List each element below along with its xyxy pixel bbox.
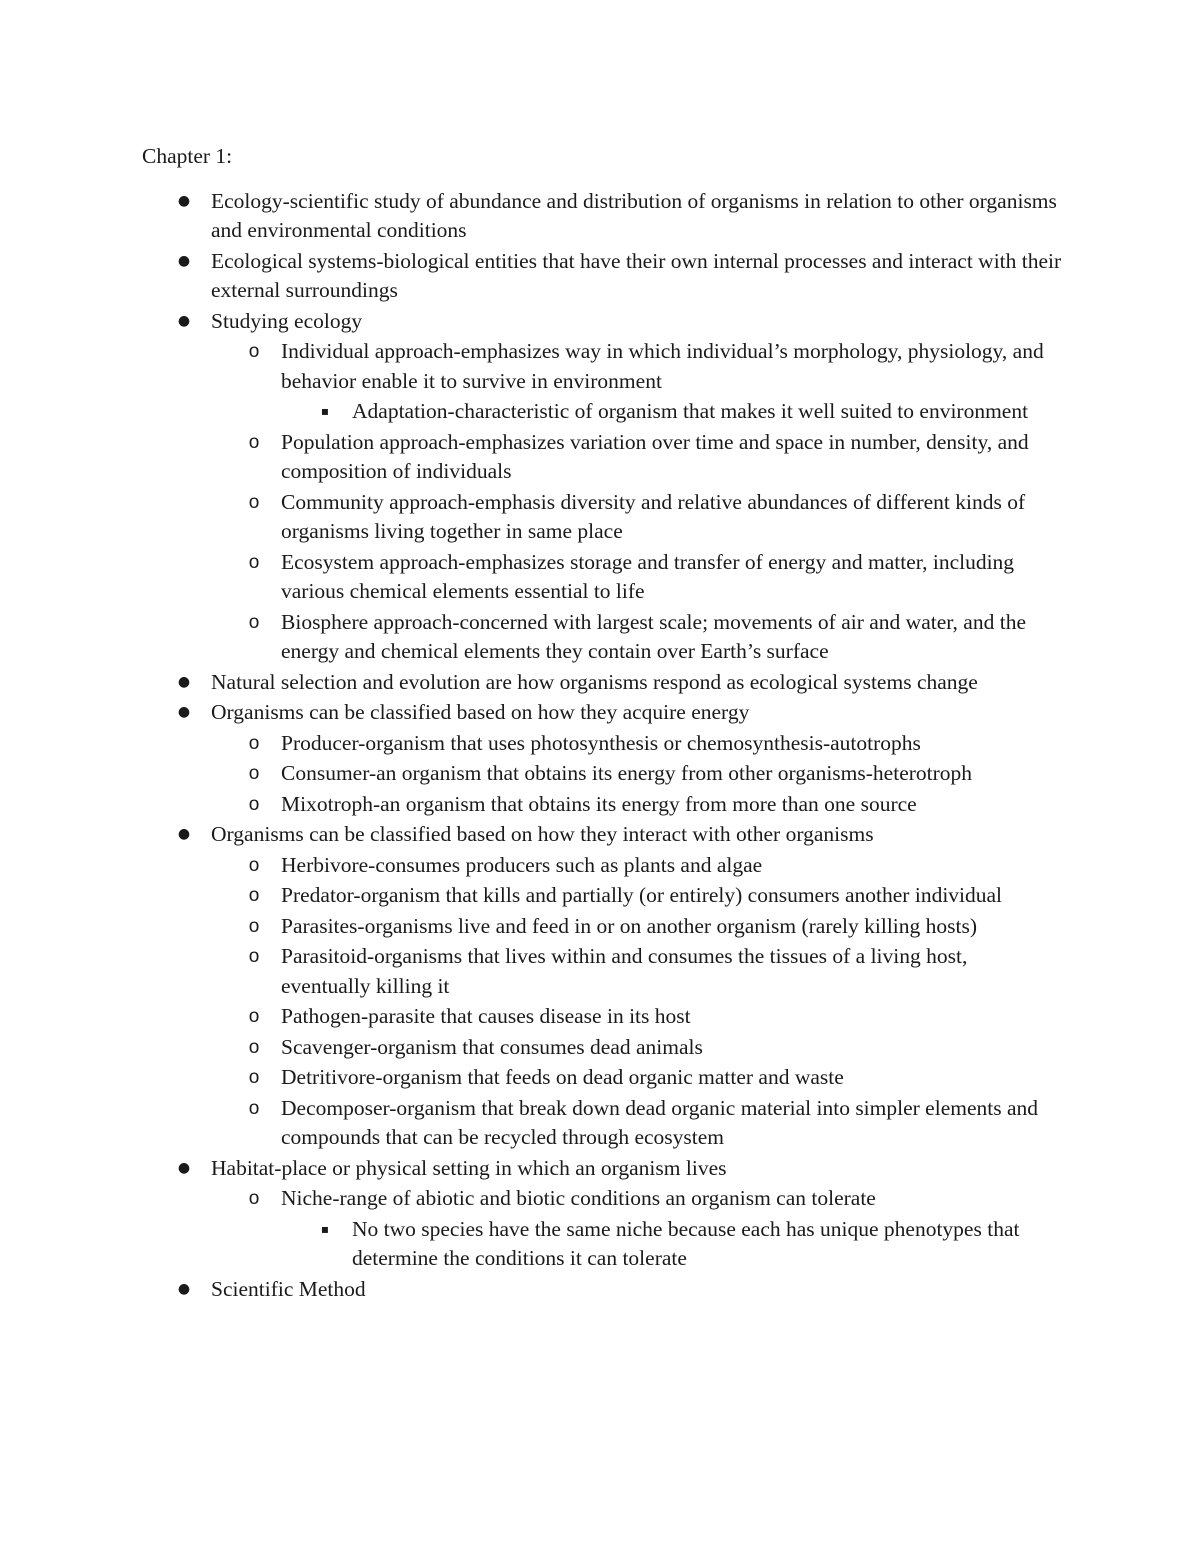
outline-item-text: Ecosystem approach-emphasizes storage and transfer of energy and matter, including various chemical elements essential to life xyxy=(281,549,1015,603)
outline-item-text: Community approach-emphasis diversity and relative abundances of different kinds of organisms living together in same place xyxy=(281,489,1026,543)
outline-item-level-2 xyxy=(210,548,1062,607)
outline-item-text: No two species have the same niche because each has unique phenotypes that determine the conditions it can tolerate xyxy=(352,1216,1020,1270)
outline-item-level-2 xyxy=(210,608,1062,667)
bullet-square-icon: ▪ xyxy=(320,404,330,418)
bullet-circle-icon: o xyxy=(248,1036,260,1058)
outline-item-level-2 xyxy=(210,851,1062,881)
outline-item-text: Niche-range of abiotic and biotic conditions an organism can tolerate xyxy=(281,1186,876,1210)
bullet-dot-icon: ● xyxy=(177,192,191,209)
outline-item-level-1 xyxy=(142,1275,1062,1305)
bullet-dot-icon: ● xyxy=(177,826,191,842)
outline-item-text: Parasitoid-organisms that lives within and consumes the tissues of a living host, eventually killing it xyxy=(281,944,968,998)
outline-sublist xyxy=(211,851,1062,1153)
outline-item-level-2 xyxy=(210,1033,1062,1063)
outline-item-level-1 xyxy=(142,668,1062,698)
outline-item-text: Scientific Method xyxy=(211,1276,366,1301)
outline-item-text: Pathogen-parasite that causes disease in its host xyxy=(281,1004,691,1028)
outline-item-text: Parasites-organisms live and feed in or on another organism (rarely killing hosts) xyxy=(281,913,978,938)
outline-item-text: Decomposer-organism that break down dead organic material into simpler elements and compounds that can be recycled through ecosystem xyxy=(281,1095,1039,1149)
bullet-square-icon: ▪ xyxy=(320,1221,330,1236)
outline-item-text: Habitat-place or physical setting in which an organism lives xyxy=(211,1155,727,1180)
outline-item-text: Biosphere approach-concerned with largest scale; movements of air and water, and the energy and chemical elements they contain over Earth’s surface xyxy=(281,609,1026,663)
outline-item-text: Studying ecology xyxy=(211,308,363,333)
outline-list xyxy=(142,187,1062,1305)
bullet-circle-icon: o xyxy=(248,341,260,362)
outline-item-text: Producer-organism that uses photosynthesis or chemosynthesis-autotrophs xyxy=(281,730,921,755)
outline-item-level-2 xyxy=(210,881,1062,911)
outline-item-text: Ecology-scientific study of abundance and distribution of organisms in relation to other organisms and environmental conditions xyxy=(211,188,1057,242)
outline-item-level-1 xyxy=(142,820,1062,1153)
bullet-dot-icon: ● xyxy=(177,252,191,269)
outline-item-level-2 xyxy=(210,790,1062,820)
outline-item-level-1 xyxy=(142,1154,1062,1274)
bullet-circle-icon: o xyxy=(248,611,260,633)
outline-item-text: Organisms can be classified based on how they acquire energy xyxy=(211,700,750,724)
outline-sublist xyxy=(281,1215,1062,1274)
outline-item-level-2 xyxy=(210,1002,1062,1032)
outline-item-text: Individual approach-emphasizes way in which individual’s morphology, physiology, and behavior enable it to survive in environment xyxy=(281,339,1044,393)
outline-sublist xyxy=(211,1184,1062,1274)
outline-item-level-2 xyxy=(210,912,1062,942)
bullet-circle-icon: o xyxy=(248,946,260,967)
outline-item-text: Predator-organism that kills and partially (or entirely) consumers another individual xyxy=(281,883,1003,907)
chapter-heading: Chapter 1: xyxy=(142,144,233,168)
outline-item-level-2 xyxy=(210,1184,1062,1274)
outline-item-text: Consumer-an organism that obtains its energy from other organisms-heterotroph xyxy=(281,761,973,785)
outline-item-level-2 xyxy=(210,942,1062,1001)
bullet-circle-icon: o xyxy=(248,431,260,453)
outline-item-level-3 xyxy=(281,1215,1062,1274)
outline-item-level-2 xyxy=(210,1063,1062,1093)
outline-item-level-1 xyxy=(142,187,1062,246)
outline-item-level-1 xyxy=(142,247,1062,306)
outline-item-level-2 xyxy=(210,729,1062,759)
outline-sublist xyxy=(281,397,1062,427)
outline-item-text: Organisms can be classified based on how they interact with other organisms xyxy=(211,822,874,846)
bullet-circle-icon: o xyxy=(248,551,260,573)
bullet-circle-icon: o xyxy=(248,763,260,784)
outline-item-level-2 xyxy=(210,428,1062,487)
bullet-circle-icon: o xyxy=(248,1188,260,1209)
bullet-circle-icon: o xyxy=(248,491,260,513)
bullet-circle-icon: o xyxy=(248,854,260,876)
bullet-circle-icon: o xyxy=(248,1006,260,1027)
outline-item-text: Ecological systems-biological entities that have their own internal processes and interact with their external surroundings xyxy=(211,248,1062,302)
outline-item-text: Scavenger-organism that consumes dead animals xyxy=(281,1034,703,1059)
outline-item-text: Natural selection and evolution are how organisms respond as ecological systems change xyxy=(211,669,978,694)
outline-sublist xyxy=(211,337,1062,667)
document-body xyxy=(142,142,1062,1305)
outline-item-level-2 xyxy=(210,1094,1062,1153)
outline-item-text: Herbivore-consumes producers such as plants and algae xyxy=(281,852,763,877)
outline-item-level-3 xyxy=(281,397,1062,427)
bullet-circle-icon: o xyxy=(248,793,260,815)
outline-item-text: Population approach-emphasizes variation over time and space in number, density, and composition of individuals xyxy=(281,429,1029,483)
outline-item-text: Adaptation-characteristic of organism that makes it well suited to environment xyxy=(352,399,1029,423)
outline-item-level-1 xyxy=(142,307,1062,667)
bullet-circle-icon: o xyxy=(248,1097,260,1119)
outline-item-text: Detritivore-organism that feeds on dead organic matter and waste xyxy=(281,1065,844,1089)
bullet-circle-icon: o xyxy=(248,1067,260,1088)
outline-item-level-2 xyxy=(210,759,1062,789)
bullet-dot-icon: ● xyxy=(177,1280,191,1297)
bullet-dot-icon: ● xyxy=(177,312,191,329)
outline-sublist xyxy=(211,729,1062,820)
outline-item-text: Mixotroph-an organism that obtains its energy from more than one source xyxy=(281,791,917,816)
outline-item-level-1 xyxy=(142,698,1062,819)
outline-item-level-2 xyxy=(210,337,1062,427)
bullet-dot-icon: ● xyxy=(177,704,191,720)
outline-item-level-2 xyxy=(210,488,1062,547)
bullet-circle-icon: o xyxy=(248,915,260,937)
bullet-dot-icon: ● xyxy=(177,1159,191,1176)
bullet-dot-icon: ● xyxy=(177,673,191,690)
bullet-circle-icon: o xyxy=(248,732,260,754)
bullet-circle-icon: o xyxy=(248,885,260,906)
